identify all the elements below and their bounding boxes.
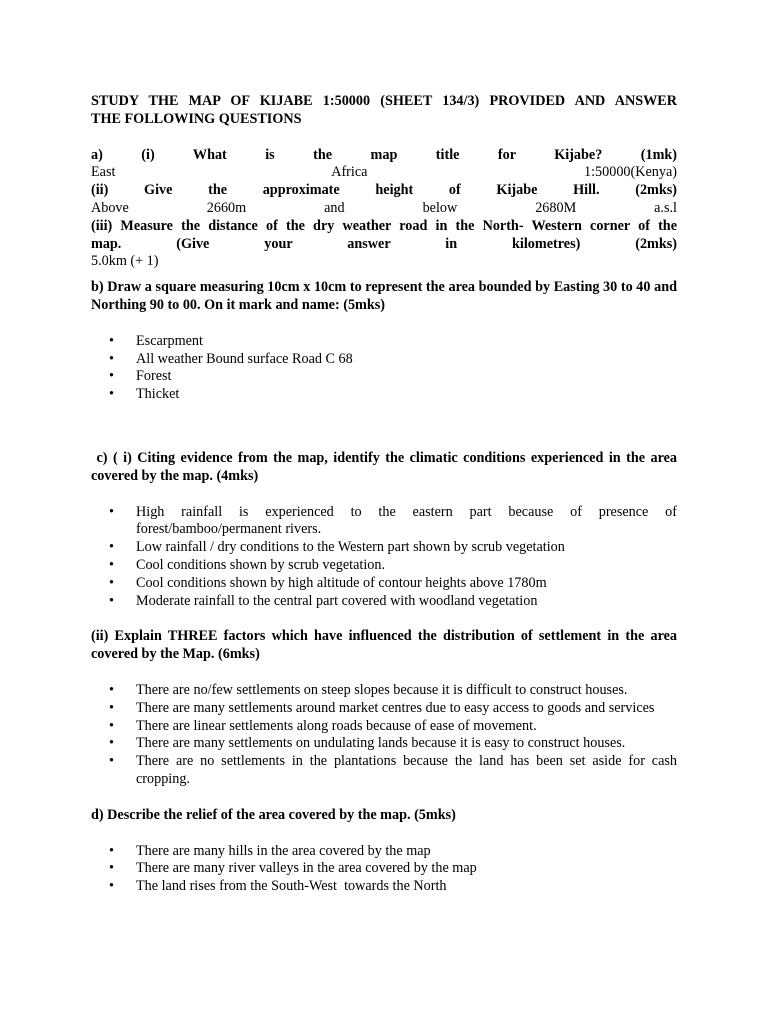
bullet-icon: • (109, 539, 114, 556)
bullet-icon: • (109, 681, 114, 698)
bullet-icon: • (109, 350, 114, 367)
list-item: • Cool conditions shown by high altitude of contour heights above 1780m (109, 574, 547, 591)
list-item: • Forest (109, 368, 172, 385)
question-c-ii: (ii) Explain THREE factors which have influenced the distribution of settlement in the area covered by the Map. (6mks) (91, 628, 677, 663)
answer-a-i: East Africa 1:50000(Kenya) (91, 164, 677, 181)
bullet-icon: • (109, 753, 114, 770)
bullet-icon: • (109, 332, 114, 349)
question-c-i: c) ( i) Citing evidence from the map, identify the climatic conditions experienced in the area covered by the map. (4mks) (91, 449, 681, 484)
bullet-icon: • (109, 735, 114, 752)
question-a-iii-line-1: (iii) Measure the distance of the dry weather road in the North- Western corner of the (91, 217, 677, 234)
list-item: • The land rises from the South-West towards the North (109, 878, 447, 895)
answer-a-iii: 5.0km (+ 1) (91, 253, 159, 270)
list-item: • There are many settlements on undulating lands because it is easy to construct houses. (109, 735, 626, 752)
question-d: d) Describe the relief of the area covered by the map. (5mks) (91, 806, 456, 823)
list-item: • Low rainfall / dry conditions to the Western part shown by scrub vegetation (109, 539, 565, 556)
list-item: • High rainfall is experienced to the eastern part because of presence of forest/bamboo/permanent rivers. (109, 503, 677, 538)
list-d (91, 843, 677, 896)
bullet-icon: • (109, 368, 114, 385)
list-item: • There are many settlements around market centres due to easy access to goods and services (109, 699, 655, 716)
list-item: • Moderate rainfall to the central part covered with woodland vegetation (109, 592, 538, 609)
list-item: • Escarpment (109, 332, 203, 349)
bullet-icon: • (109, 386, 114, 403)
list-item: • All weather Bound surface Road C 68 (109, 350, 353, 367)
bullet-icon: • (109, 860, 114, 877)
list-item: • There are many river valleys in the area covered by the map (109, 860, 477, 877)
bullet-icon: • (109, 503, 114, 520)
list-item: • Thicket (109, 386, 180, 403)
list-c-ii (91, 682, 677, 789)
question-a-ii: (ii) Give the approximate height of Kijabe Hill. (2mks) (91, 182, 677, 199)
list-c-i (91, 504, 677, 611)
bullet-icon: • (109, 842, 114, 859)
title-line-2: THE FOLLOWING QUESTIONS (91, 110, 302, 127)
list-item: • There are linear settlements along roads because of ease of movement. (109, 717, 537, 734)
document-page (91, 93, 681, 896)
question-a-i: a) (i) What is the map title for Kijabe? (1mk) (91, 146, 677, 163)
list-item: • Cool conditions shown by scrub vegetation. (109, 556, 386, 573)
bullet-icon: • (109, 878, 114, 895)
list-item: • There are many hills in the area covered by the map (109, 842, 431, 859)
title-line-1: STUDY THE MAP OF KIJABE 1:50000 (SHEET 134/3) PROVIDED AND ANSWER (91, 93, 677, 109)
answer-a-ii: Above 2660m and below 2680M a.s.l (91, 199, 677, 216)
question-b: b) Draw a square measuring 10cm x 10cm to represent the area bounded by Easting 30 to 40 and Northing 90 to 00. On it mark and name: (5mks) (91, 279, 677, 313)
bullet-icon: • (109, 592, 114, 609)
list-item: • There are no settlements in the plantations because the land has been set aside for cash cropping. (109, 753, 677, 787)
list-item: • There are no/few settlements on steep slopes because it is difficult to construct houses. (109, 681, 628, 698)
bullet-icon: • (109, 699, 114, 716)
bullet-icon: • (109, 574, 114, 591)
list-b (91, 333, 677, 404)
bullet-icon: • (109, 717, 114, 734)
question-a-iii-line-2: map. (Give your answer in kilometres) (2mks) (91, 235, 677, 252)
bullet-icon: • (109, 556, 114, 573)
